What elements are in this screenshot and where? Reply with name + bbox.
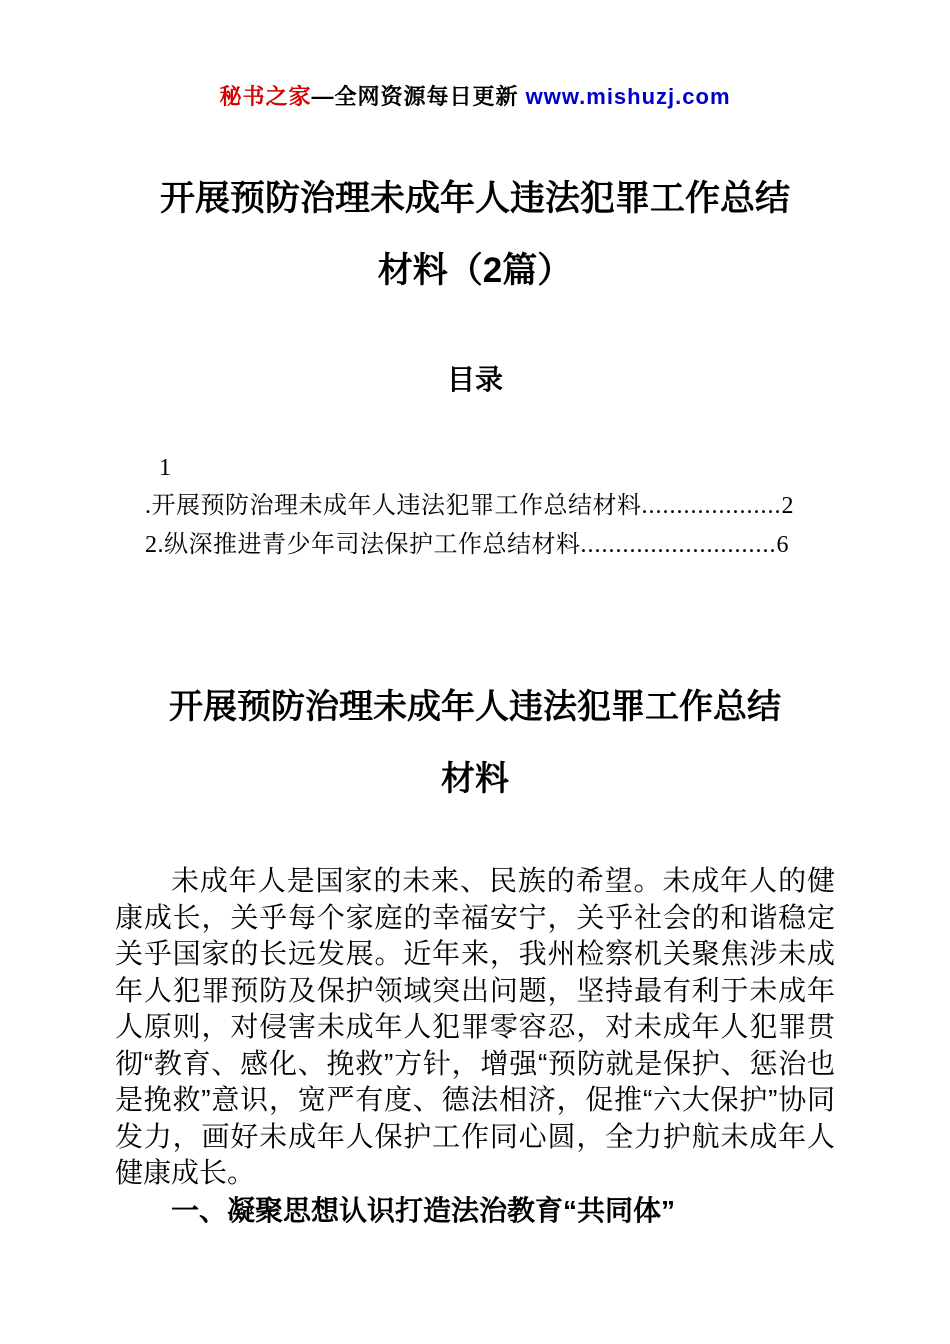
toc-title: 目录 [446,364,503,395]
document-title-line2: 材料（2篇） [377,251,573,290]
body-paragraph: 未成年人是国家的未来、民族的希望。未成年人的健康成长，关乎每个家庭的幸福安宁，关乎社会的和谐稳定关乎国家的长远发展。近年来，我州检察机关聚焦涉未成年人犯罪预防及保护领域突出问题，坚持最有利于未成年人原则，对侵害未成年人犯罪零容忍，对未成年人犯罪贯彻“教育、感化、挽救”方针，增强“预防就是保护、惩治也是挽救”意识，宽严有度、德法相济，促推“六大保护”协同发力，画好未成年人保护工作同心圆，全力护航未成年人健康成长。 [115,865,835,1188]
toc-leader-dots: .................... [641,493,782,519]
site-brand: 秘书之家 [219,84,312,109]
toc-page-number: 2 [781,493,794,519]
toc-page-number: 6 [776,532,789,558]
section-heading-1: 一、凝聚思想认识打造法治教育“共同体” [171,1194,676,1226]
toc-item-label: 2.纵深推进青少年司法保护工作总结材料 [145,532,581,558]
toc-item-1[interactable] [145,487,827,526]
section-title-line1: 开展预防治理未成年人违法犯罪工作总结 [169,688,781,726]
site-header [115,80,835,111]
table-of-contents [115,449,835,565]
site-url-link[interactable]: www.mishuzj.com [525,84,731,109]
toc-wrapped-number: 1 [159,455,171,481]
section-title [115,671,835,815]
section-title-line2: 材料 [441,760,509,798]
document-title-line1: 开展预防治理未成年人违法犯罪工作总结 [159,179,790,218]
toc-item-label: .开展预防治理未成年人违法犯罪工作总结材料 [145,493,642,519]
document-title [115,163,835,307]
site-tagline: —全网资源每日更新 [311,84,526,109]
toc-leader-dots: ............................ [580,532,777,558]
toc-item-2[interactable] [145,526,827,565]
